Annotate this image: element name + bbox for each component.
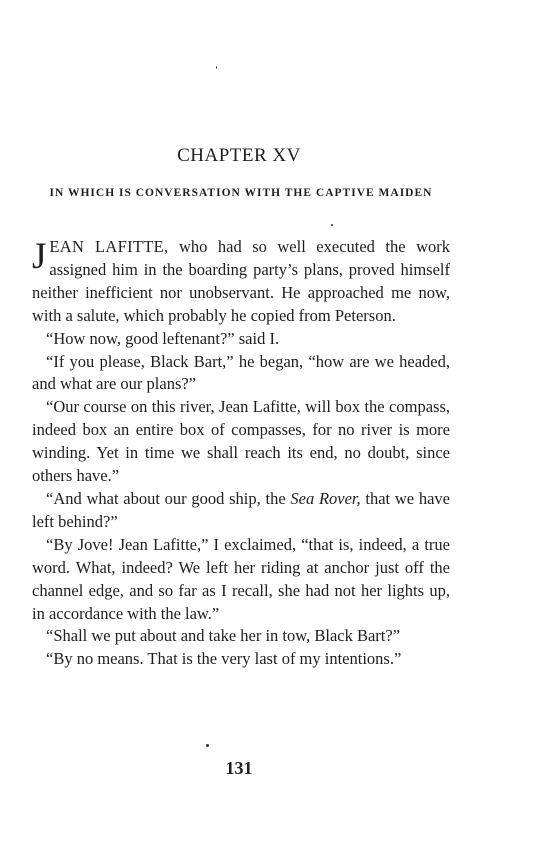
ink-speck	[331, 224, 333, 226]
paragraph-6: “By Jove! Jean Lafitte,” I exclaimed, “that is, indeed, a true word. What, indeed? We left her riding at anchor just off the channel edge, and so far as I recall, she had not her lights up, in accordance with the law.”	[32, 534, 450, 623]
paragraph-5-before: “And what about our good ship, the	[46, 488, 291, 508]
opening-words: EAN LAFITTE,	[49, 237, 169, 256]
paragraph-7: “Shall we put about and take her in tow, Black Bart?”	[46, 626, 401, 646]
chapter-body	[32, 236, 450, 671]
chapter-heading: CHAPTER XV	[177, 145, 301, 166]
paragraph-1	[32, 236, 450, 328]
paragraph-3: “If you please, Black Bart,” he began, “how are we headed, and what are our plans?”	[32, 351, 450, 394]
ink-speck	[206, 744, 209, 747]
ink-speck	[216, 66, 217, 69]
paragraph-5-after: that we have left behind?”	[32, 488, 450, 531]
drop-cap: J	[32, 236, 47, 277]
paragraph-1-text: who had so well executed the work assigned him in the boarding party’s plans, proved himself neither inefficient nor unobservant. He approached me now, with a salute, which probably he copied from Peterson.	[32, 237, 450, 325]
page-number: 131	[225, 758, 253, 778]
paragraph-2: “How now, good leftenant?” said I.	[46, 328, 280, 348]
paragraph-4: “Our course on this river, Jean Lafitte, will box the compass, indeed box an entire box of compasses, for no river is more winding. Yet in time we shall reach its end, no doubt, since others have.”	[32, 397, 450, 486]
paragraph-8: “By no means. That is the very last of my intentions.”	[46, 649, 402, 669]
ship-name: Sea Rover,	[290, 488, 361, 508]
paragraph-5	[32, 488, 450, 534]
chapter-subtitle: IN WHICH IS CONVERSATION WITH THE CAPTIVE MAIDEN	[49, 187, 433, 199]
